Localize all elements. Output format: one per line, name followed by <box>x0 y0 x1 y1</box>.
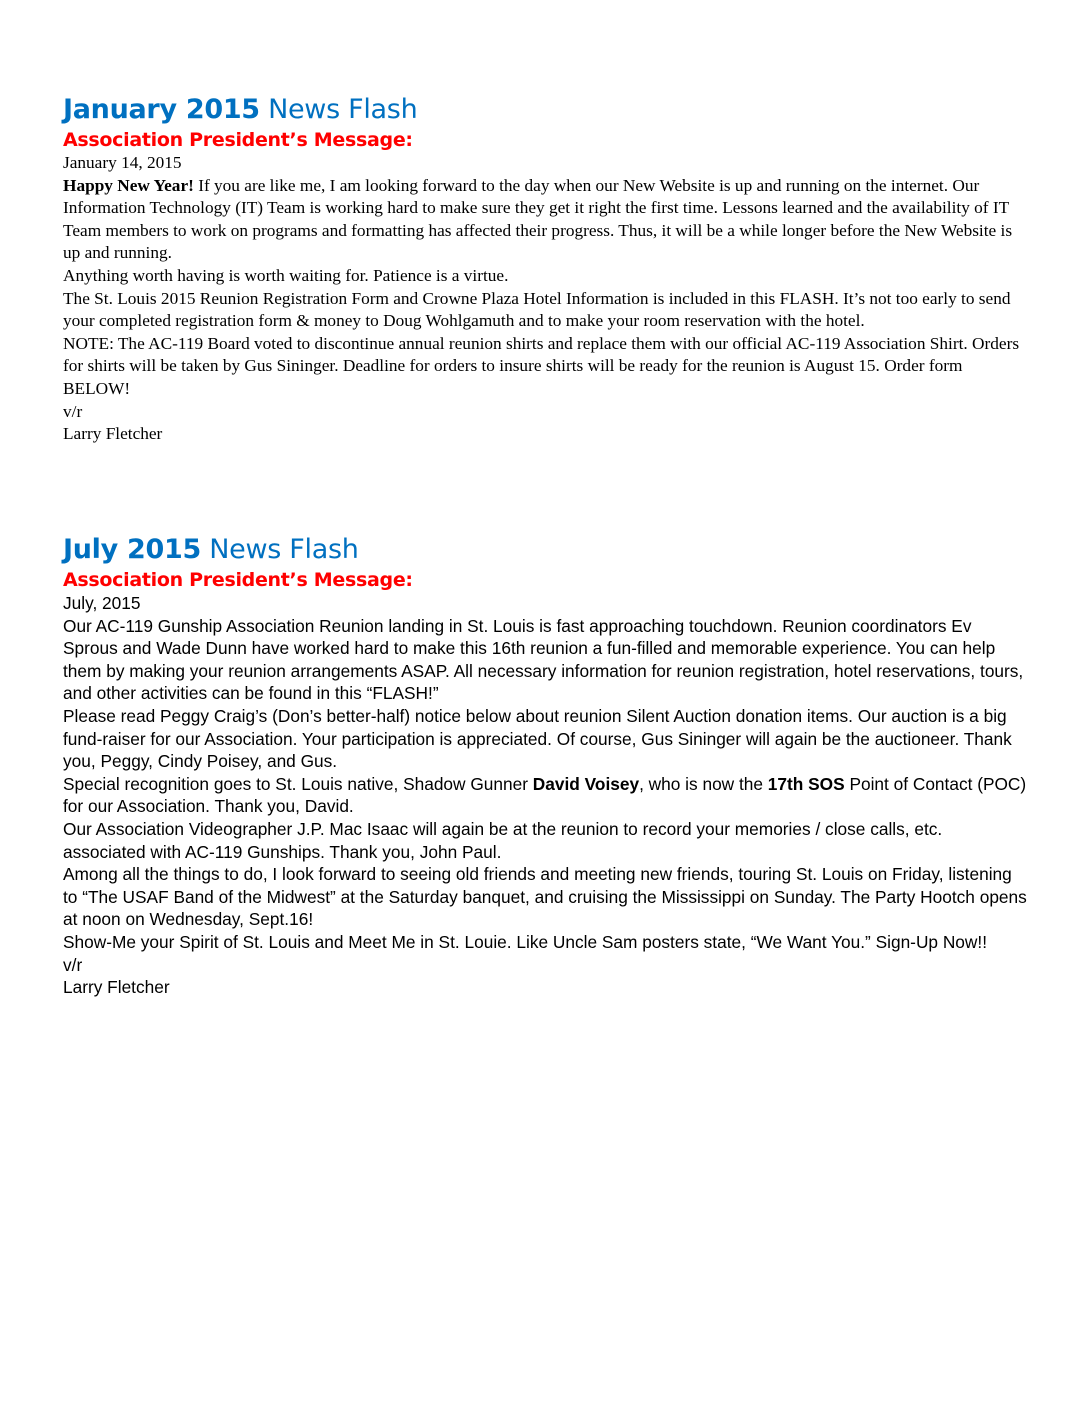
january-title <box>63 92 1028 128</box>
july-title <box>63 532 1028 568</box>
july-paragraph-3-c: , who is now the <box>639 773 768 794</box>
july-title-rest: News Flash <box>200 534 359 565</box>
july-paragraph-6: Show-Me your Spirit of St. Louis and Meet Me in St. Louie. Like Uncle Sam posters state, “We Want You.” Sign-Up Now!! <box>63 931 988 952</box>
january-paragraph-1-text: If you are like me, I am looking forward to the day when our New Website is up and running on the internet. Our Information Technology (IT) Team is working hard to make sure they get it right the first time. Lessons learned and the availability of IT Team members to work on programs and formatting has affected their progress. Thus, it will be a while longer before the New Website is up and running. <box>63 175 1013 263</box>
july-paragraph-1: Our AC-119 Gunship Association Reunion landing in St. Louis is fast approaching touchdown. Reunion coordinators Ev Sprous and Wade Dunn have worked hard to make this 16th reunion a fun-filled and memorable experience. You can help them by making your reunion arrangements ASAP. All necessary information for reunion registration, hotel reservations, tours, and other activities can be found in this “FLASH!” <box>63 615 1024 704</box>
january-title-rest: News Flash <box>259 94 418 125</box>
january-date: January 14, 2015 <box>63 153 182 172</box>
january-paragraph-1 <box>63 175 1028 265</box>
july-date: July, 2015 <box>63 593 141 613</box>
july-news-flash <box>63 532 1028 999</box>
january-subheading: Association President’s Message: <box>63 129 413 151</box>
july-paragraph-3-a: Special recognition goes to St. Louis native, Shadow Gunner <box>63 773 533 794</box>
july-paragraph-5: Among all the things to do, I look forward to seeing old friends and meeting new friends, touring St. Louis on Friday, listening to “The USAF Band of the Midwest” at the Saturday banquet, and cruising the Mississippi on Sunday. The Party Hootch opens at noon on Wednesday, Sept.16! <box>63 864 1027 930</box>
january-title-bold: January 2015 <box>63 94 260 125</box>
january-paragraph-3: The St. Louis 2015 Reunion Registration Form and Crowne Plaza Hotel Information is included in this FLASH. It’s not too early to send your completed registration form & money to Doug Wohlgamuth and to make your room reservation with the hotel. <box>63 288 1011 331</box>
july-paragraph-2: Please read Peggy Craig’s (Don’s better-half) notice below about reunion Silent Auction donation items. Our auction is a big fund-raiser for our Association. Your participation is appreciated. Of course, Gus Sininger will again be the auctioneer. Thank you, Peggy, Cindy Poisey, and Gus. <box>63 705 1012 772</box>
january-signature: Larry Fletcher <box>63 424 163 444</box>
july-signature: Larry Fletcher <box>63 977 170 998</box>
january-closing: v/r <box>63 401 83 421</box>
july-closing: v/r <box>63 954 83 975</box>
july-message-body <box>63 592 1028 999</box>
july-highlight-unit: 17th SOS <box>767 773 845 794</box>
july-subheading: Association President’s Message: <box>63 569 413 591</box>
january-news-flash <box>63 92 1028 446</box>
july-title-bold: July 2015 <box>63 534 201 565</box>
january-greeting: Happy New Year! <box>63 175 194 195</box>
july-highlight-name: David Voisey <box>532 773 640 794</box>
july-paragraph-4: Our Association Videographer J.P. Mac Isaac will again be at the reunion to record your memories / close calls, etc. associated with AC-119 Gunships. Thank you, John Paul. <box>63 818 943 862</box>
july-paragraph-3-e: Point of Contact (POC) for our Association. Thank you, David. <box>63 773 1027 817</box>
january-paragraph-2: Anything worth having is worth waiting for. Patience is a virtue. <box>63 265 509 285</box>
january-paragraph-4: NOTE: The AC-119 Board voted to discontinue annual reunion shirts and replace them with our official AC-119 Association Shirt. Orders for shirts will be taken by Gus Sininger. Deadline for orders to insure shirts will be ready for the reunion is August 15. Order form BELOW! <box>63 333 1020 398</box>
january-message-body <box>63 152 1028 446</box>
july-paragraph-3 <box>63 773 1028 818</box>
